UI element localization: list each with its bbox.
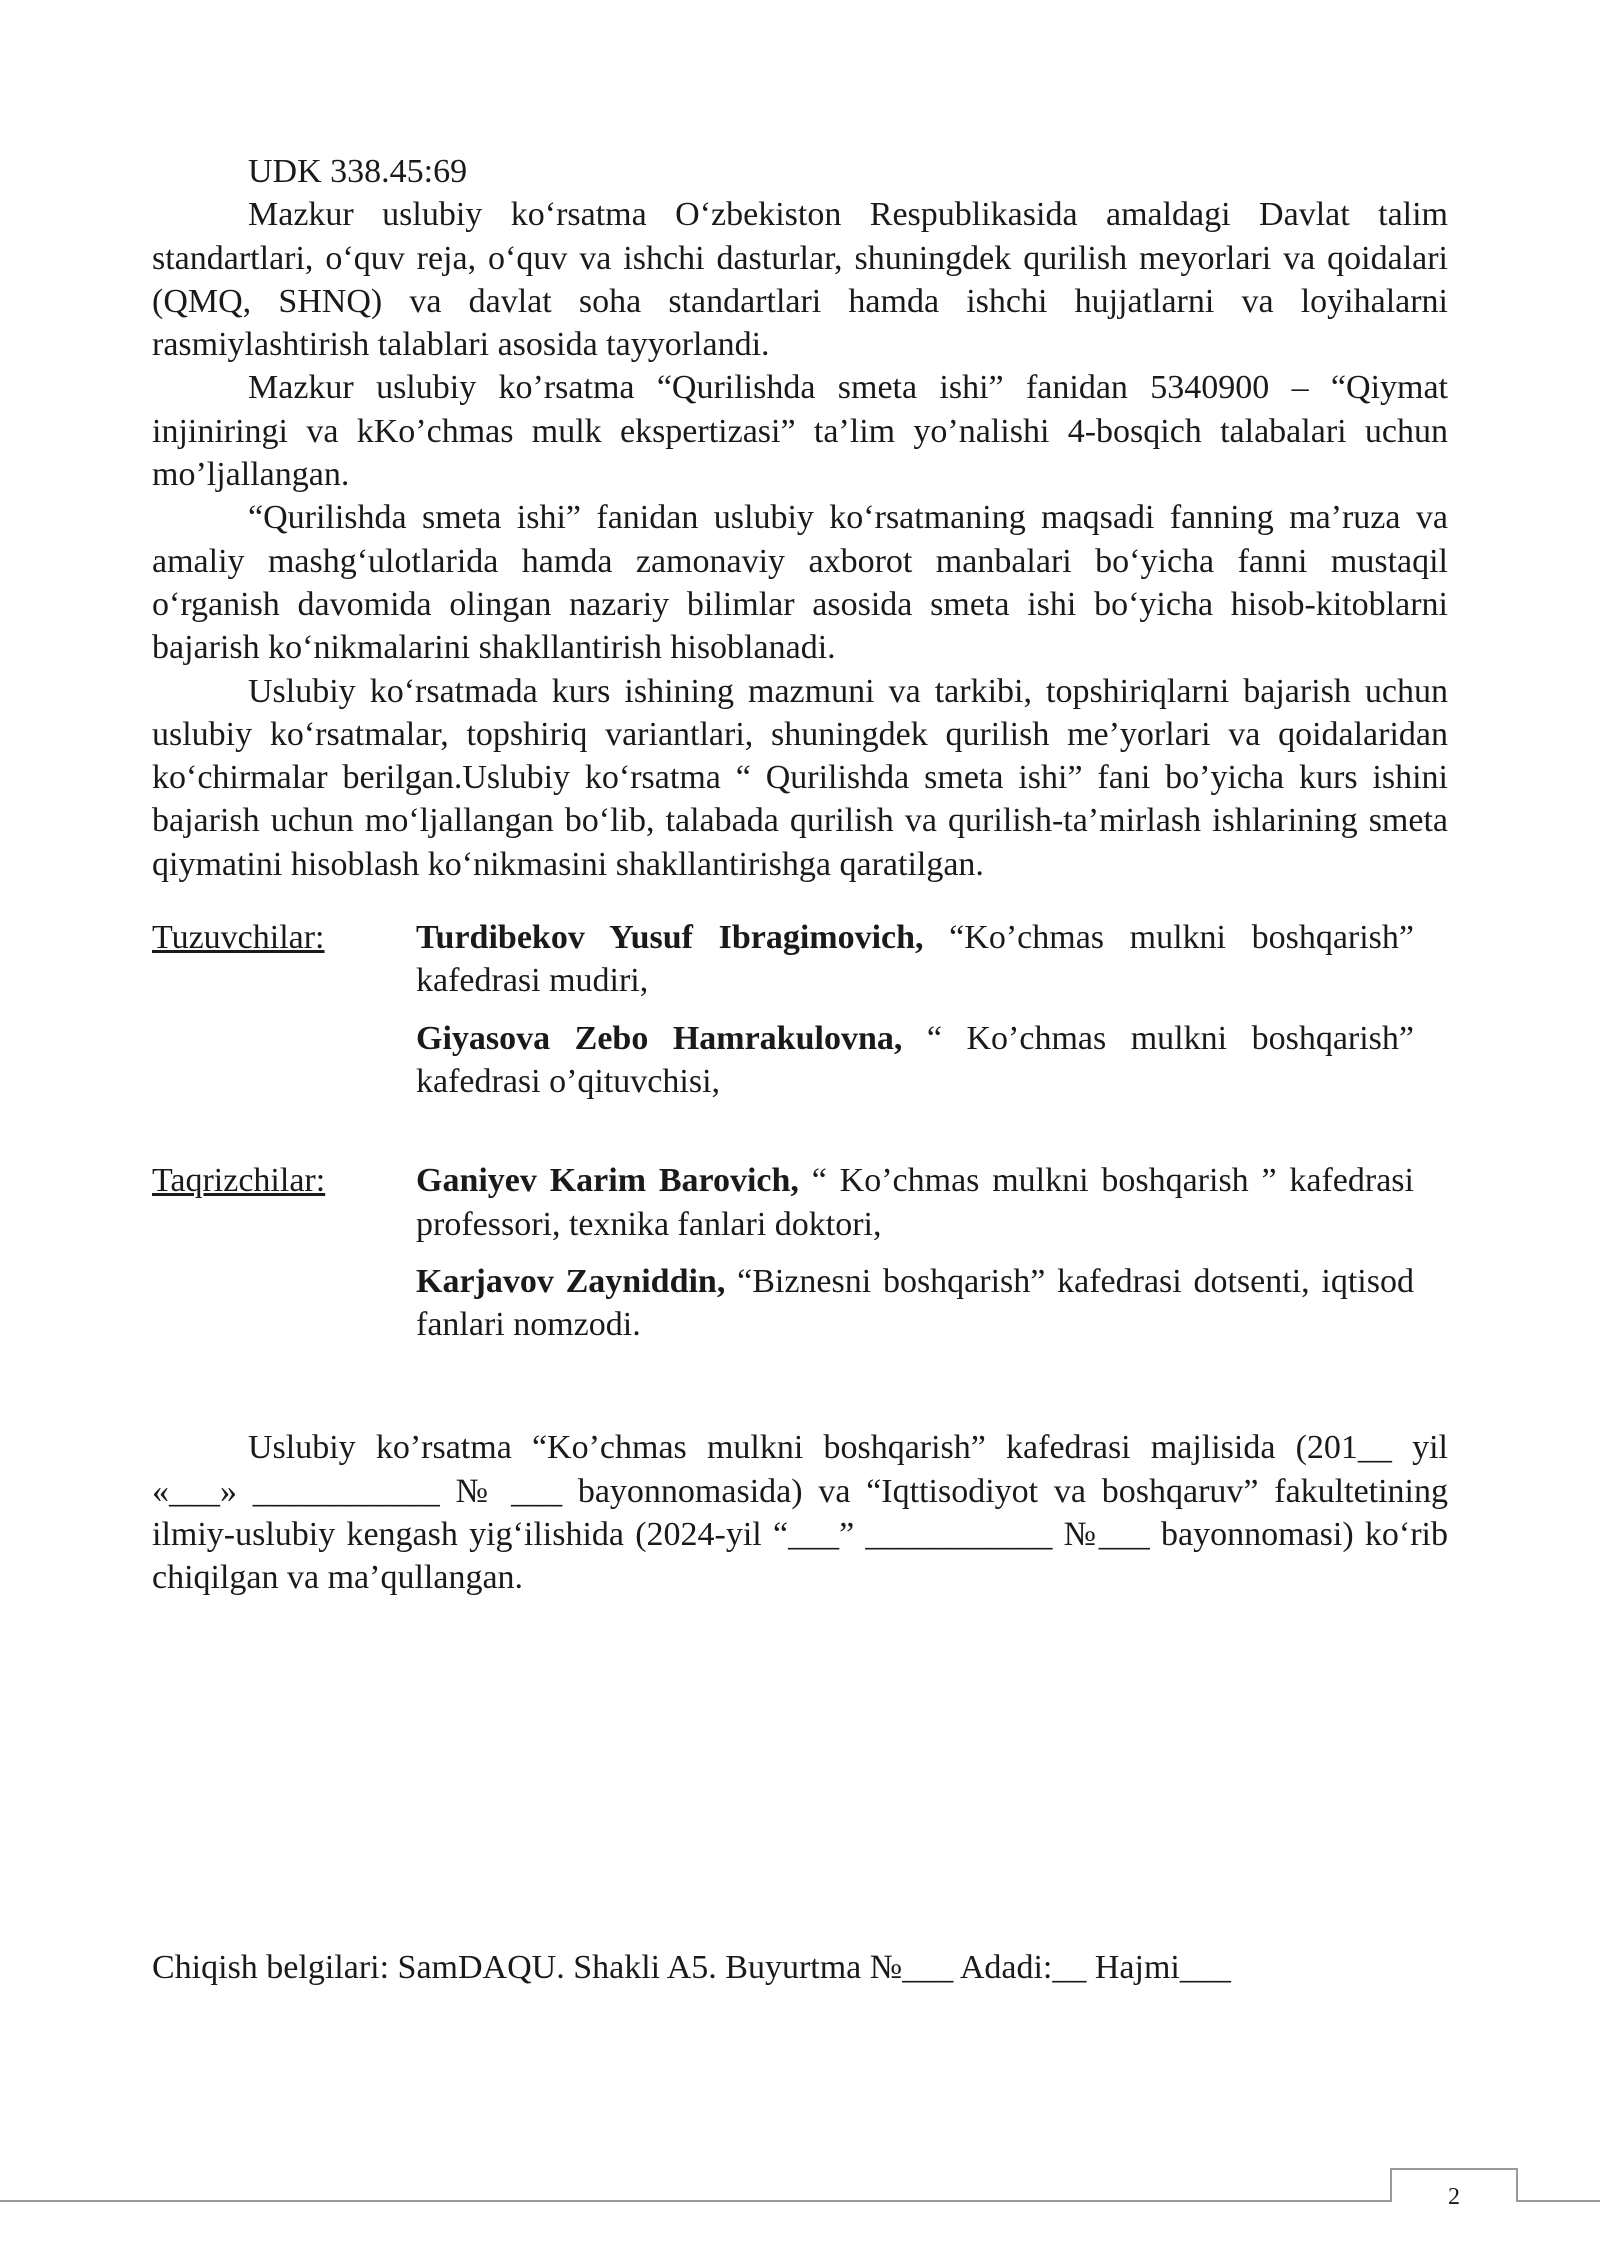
reviewer-entry bbox=[416, 1260, 1414, 1347]
compiler-name: Giyasova Zebo Hamrakulovna, bbox=[416, 1019, 903, 1057]
footer-divider bbox=[0, 2200, 1600, 2202]
udk-code: UDK 338.45:69 bbox=[248, 153, 468, 190]
paragraph-4: Uslubiy ko‘rsatmada kurs ishining mazmuni va tarkibi, topshiriqlarni bajarish uchun uslubiy ko‘rsatmalar, topshiriq variantlari, shuningdek qurilish me’yorlari va qoidalaridan ko‘chirmalar berilgan.Uslubiy ko‘rsatma “ Qurilishda smeta ishi” fani bo’yicha kurs ishini bajarish uchun mo‘ljallangan bo‘lib, talabada qurilish va qurilish-ta’mirlash ishlarining smeta qiymatini hisoblash ko‘nikmasini shakllantirishga qaratilgan. bbox=[152, 672, 1448, 883]
compiler-entry bbox=[416, 1017, 1414, 1104]
reviewers-label: Taqrizchilar: bbox=[152, 1162, 326, 1200]
compilers-label: Tuzuvchilar: bbox=[152, 919, 325, 957]
reviewer-role: “ Ko’chmas mulkni boshqarish ” kafedrasi professori, texnika fanlari doktori, bbox=[416, 1162, 1414, 1243]
reviewer-name: Karjavov Zayniddin, bbox=[416, 1262, 726, 1300]
reviewers-block bbox=[152, 1159, 1414, 1346]
compiler-role: “ Ko’chmas mulkni boshqarish” kafedrasi o’qituvchisi, bbox=[416, 1019, 1415, 1100]
page-number-box bbox=[1390, 2168, 1518, 2210]
compiler-entry bbox=[416, 916, 1414, 1003]
page-content bbox=[152, 150, 1448, 1989]
approval-paragraph: Uslubiy ko’rsatma “Ko’chmas mulkni boshqarish” kafedrasi majlisida (201__ yil «___» ___________ № ___ bayonnomasida) va “Iqttisodiyot va boshqaruv” fakultetining ilmiy-uslubiy kengash yig‘ilishida (2024-yil “___” ___________ №___ bayonnomasi) ko‘rib chiqilgan va ma’qullangan. bbox=[152, 1429, 1448, 1597]
reviewer-entry bbox=[416, 1159, 1414, 1246]
reviewer-name: Ganiyev Karim Barovich, bbox=[416, 1162, 799, 1200]
reviewer-role: “Biznesni boshqarish” kafedrasi dotsenti, iqtisod fanlari nomzodi. bbox=[416, 1262, 1414, 1344]
paragraph-3: “Qurilishda smeta ishi” fanidan uslubiy ko‘rsatmaning maqsadi fanning ma’ruza va amaliy mashg‘ulotlarida hamda zamonaviy axborot manbalari bo‘yicha fanni mustaqil o‘rganish davomida olingan nazariy bilimlar asosida smeta ishi bo‘yicha hisob-kitoblarni bajarish ko‘nikmalarini shakllantirish hisoblanadi. bbox=[152, 499, 1448, 667]
compiler-name: Turdibekov Yusuf Ibragimovich, bbox=[416, 919, 924, 957]
reviewers-list bbox=[416, 1159, 1414, 1346]
compilers-list bbox=[416, 916, 1414, 1103]
compilers-block bbox=[152, 916, 1414, 1103]
paragraph-1: Mazkur uslubiy ko‘rsatma O‘zbekiston Respublikasida amaldagi Davlat talim standartlari, o‘quv reja, o‘quv va ishchi dasturlar, shuningdek qurilish meyorlari va qoidalari (QMQ, SHNQ) va davlat soha standartlari hamda ishchi hujjatlarni va loyihalarni rasmiylashtirish talablari asosida tayyorlandi. bbox=[152, 196, 1448, 364]
imprint-line: Chiqish belgilari: SamDAQU. Shakli A5. Buyurtma №___ Adadi:__ Hajmi___ bbox=[152, 1948, 1231, 1986]
compiler-role: “Ko’chmas mulkni boshqarish” kafedrasi mudiri, bbox=[416, 919, 1415, 1000]
page-number: 2 bbox=[1448, 2184, 1460, 2210]
paragraph-2: Mazkur uslubiy ko’rsatma “Qurilishda smeta ishi” fanidan 5340900 – “Qiymat injiniringi va kKo’chmas mulk ekspertizasi” ta’lim yo’nalishi 4-bosqich talabalari uchun mo’ljallangan. bbox=[152, 369, 1448, 494]
